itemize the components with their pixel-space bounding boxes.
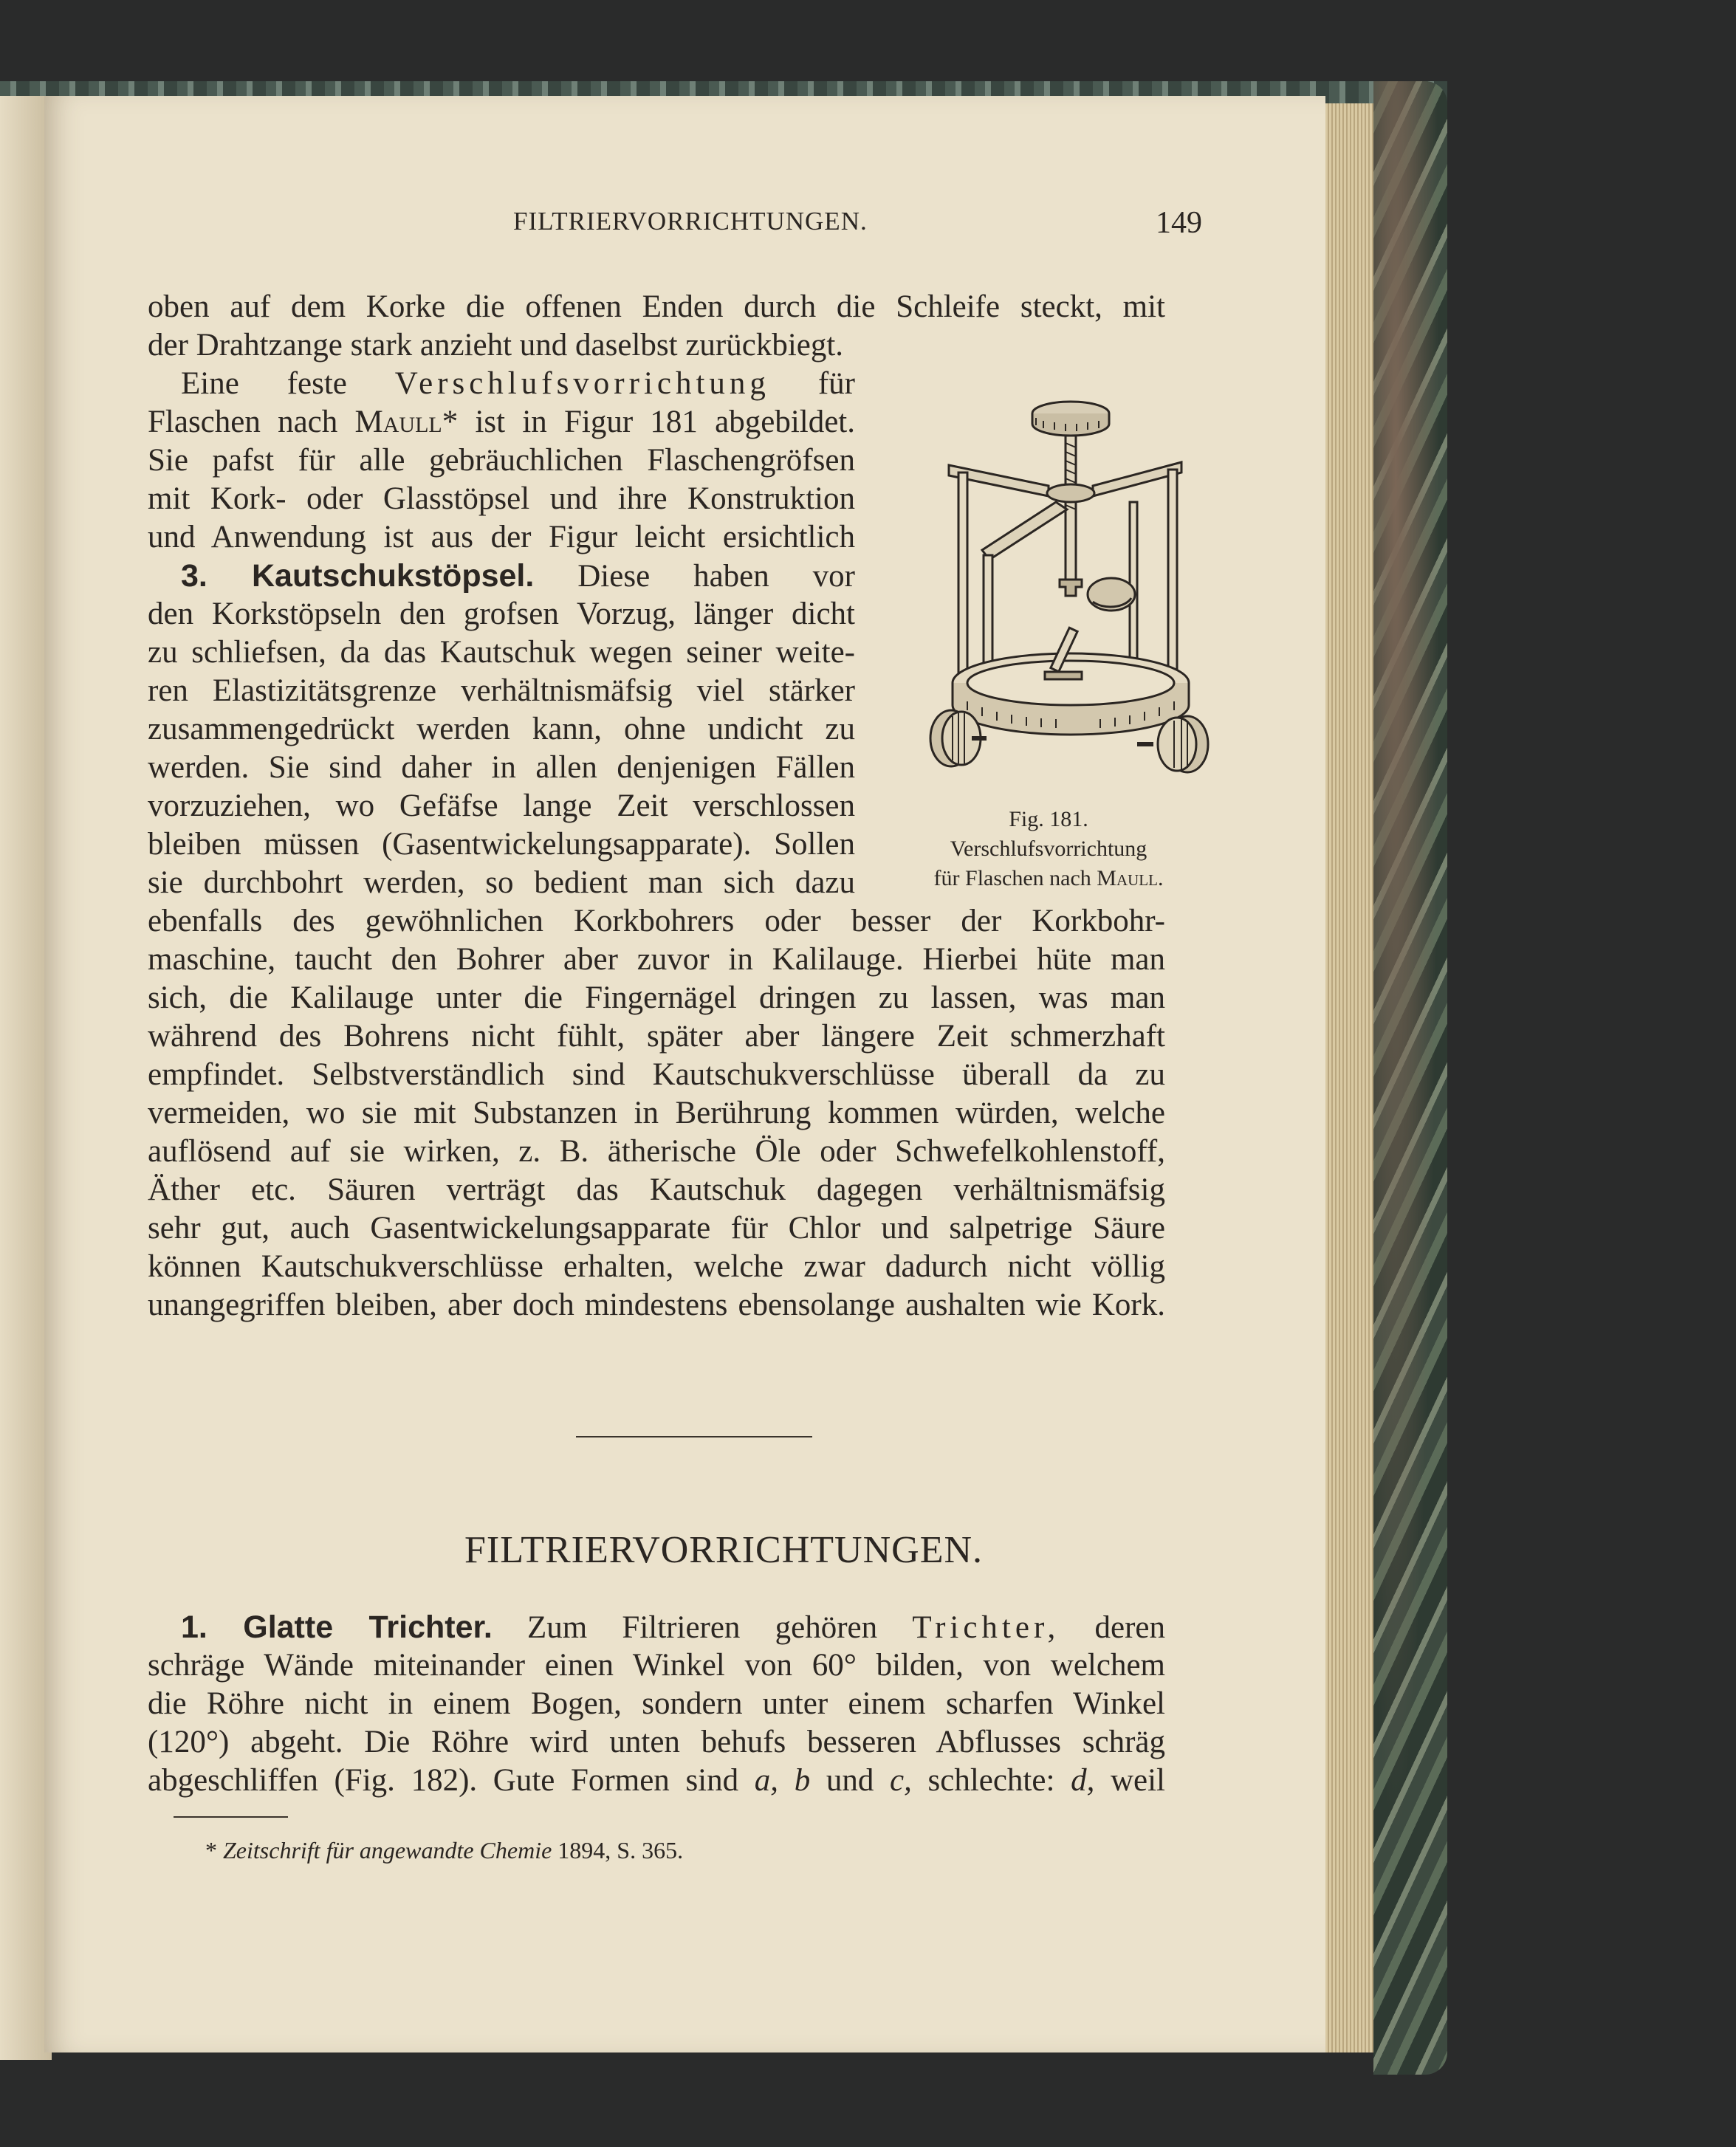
text-line: der Drahtzange stark anzieht und daselbst zurückbiegt. [148,328,844,363]
footnote: * Zeitschrift für angewandte Chemie 1894, S. 365. [205,1837,684,1863]
text-line: 1. Glatte Trichter. Zum Filtrieren gehören Trichter, deren [181,1610,1165,1645]
text-line: können Kautschukverschlüsse erhalten, welche zwar dadurch nicht völlig [148,1249,1165,1284]
marbled-cover-edge [1373,81,1447,2075]
text-line: Äther etc. Säuren verträgt das Kautschuk dagegen verhältnismäfsig [148,1172,1165,1207]
text-line: sie durchbohrt werden, so bedient man sich dazu [148,865,855,900]
subsection-heading: 1. Glatte Trichter. [181,1610,493,1645]
page-number: 149 [1156,206,1202,240]
text-line: empfindet. Selbstverständlich sind Kautschukverschlüsse überall da zu [148,1057,1165,1092]
text-line: unangegriffen bleiben, aber doch mindestens ebensolange aushalten wie Kork. [148,1288,1165,1322]
subsection-heading: 3. Kautschukstöpsel. [181,558,535,594]
running-head: FILTRIERVORRICHTUNGEN. [513,207,868,236]
figure-caption [864,805,1233,893]
page-block-edges [1322,103,1373,2052]
figure-caption-line: für Flaschen nach Maull. [933,866,1164,890]
text-line: bleiben müssen (Gasentwickelungsapparate). Sollen [148,827,855,862]
text-line: während des Bohrens nicht fühlt, später aber längere Zeit schmerzhaft [148,1019,1165,1054]
text-line: (120°) abgeht. Die Röhre wird unten behufs besseren Abflusses schräg [148,1725,1165,1759]
book-page [44,96,1325,2052]
text-line: und Anwendung ist aus der Figur leicht ersichtlich [148,520,855,554]
author-name: Maull [354,405,442,439]
text-line: oben auf dem Korke die offenen Enden durch die Schleife steckt, mit [148,289,1165,324]
right-knob-icon [1158,716,1208,772]
text-line: auflösend auf sie wirken, z. B. ätherische Öle oder Schwefelkohlenstoff, [148,1134,1165,1169]
text-line: Sie pafst für alle gebräuchlichen Flaschengröfsen [148,443,855,478]
figure-caption-line: Verschlufsvorrichtung [950,837,1147,861]
figure-number: Fig. 181. [1009,807,1088,831]
text-line: schräge Wände miteinander einen Winkel von 60° bilden, von welchem [148,1648,1165,1683]
section-divider [576,1436,812,1437]
text-line: Flaschen nach Maull* ist in Figur 181 abgebildet. [148,405,855,439]
text-line: maschine, taucht den Bohrer aber zuvor in Kalilauge. Hierbei hüte man [148,942,1165,977]
figure-181-illustration [916,391,1226,783]
text-line: zu schliefsen, da das Kautschuk wegen seiner weite- [148,635,855,670]
text-line: zusammengedrückt werden kann, ohne undicht zu [148,712,855,746]
text-line: sehr gut, auch Gasentwickelungsapparate für Chlor und salpetrige Säure [148,1211,1165,1246]
text-line: werden. Sie sind daher in allen denjenigen Fällen [148,750,855,785]
text-line: abgeschliffen (Fig. 182). Gute Formen sind a, b und c, schlechte: d, weil [148,1763,1165,1798]
text-line: die Röhre nicht in einem Bogen, sondern unter einem scharfen Winkel [148,1686,1165,1721]
footnote-rule [174,1816,288,1818]
section-title: FILTRIERVORRICHTUNGEN. [464,1529,984,1571]
text-line: ebenfalls des gewöhnlichen Korkbohrers oder besser der Korkbohr- [148,904,1165,938]
text-line: den Korkstöpseln den grofsen Vorzug, länger dicht [148,597,855,631]
text-line: mit Kork- oder Glasstöpsel und ihre Konstruktion [148,481,855,516]
text-line: Eine feste Verschlufsvorrichtung für [181,366,855,401]
text-line: 3. Kautschukstöpsel. Diese haben vor [181,558,855,594]
text-line: ren Elastizitätsgrenze verhältnismäfsig viel stärker [148,673,855,708]
text-line: vorzuziehen, wo Gefäfse lange Zeit verschlossen [148,789,855,823]
text-line: sich, die Kalilauge unter die Fingernägel dringen zu lassen, was man [148,980,1165,1015]
text-line: vermeiden, wo sie mit Substanzen in Berührung kommen würden, welche [148,1096,1165,1130]
